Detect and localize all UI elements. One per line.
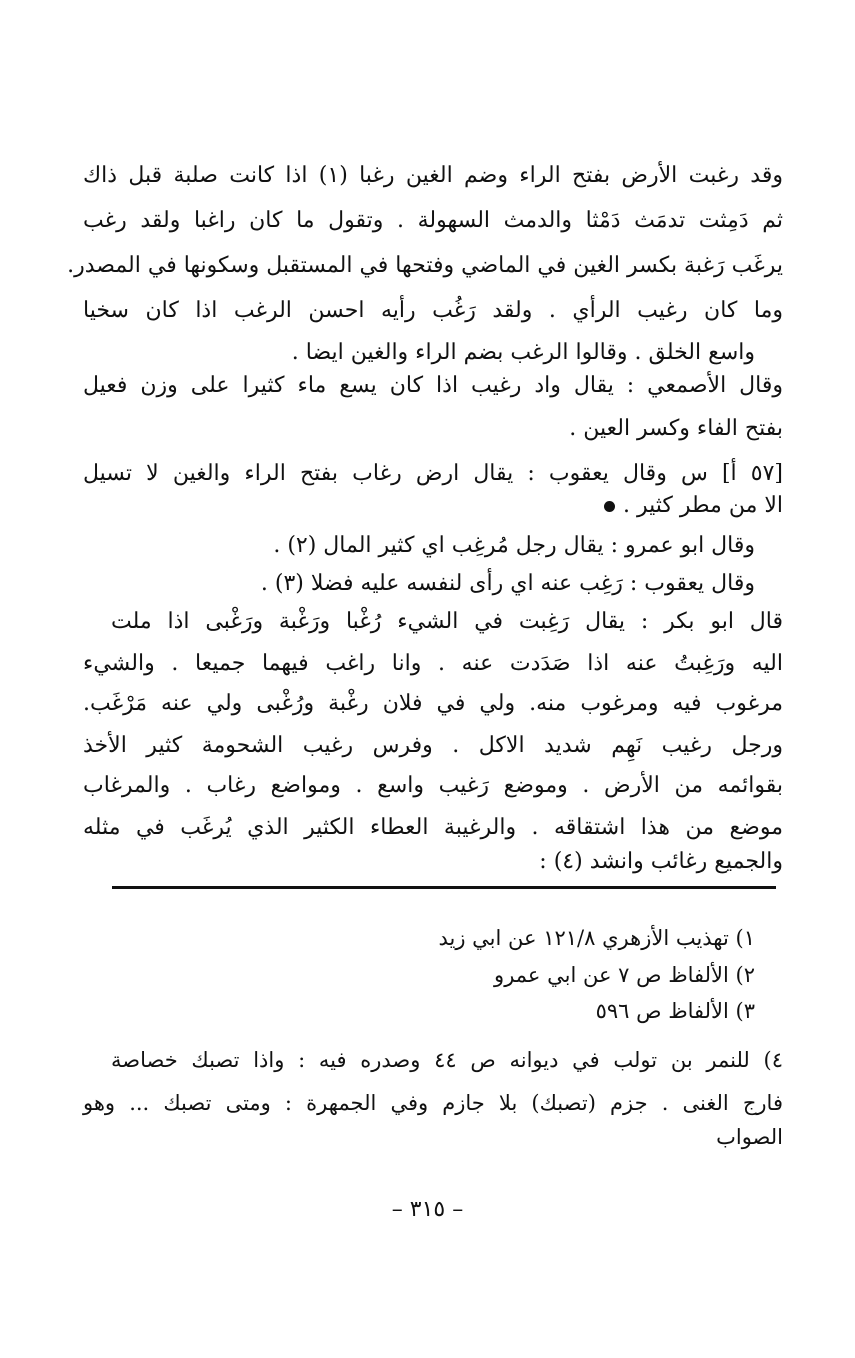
text-line: مرغوب فيه ومرغوب منه. ولي في فلان رغْبة ورُغْبى ولي عنه مَرْغَب. bbox=[83, 691, 783, 716]
text-line: [٥٧ أ] س وقال يعقوب : يقال ارض رغاب بفتح الراء والغين لا تسيل bbox=[83, 461, 783, 486]
text-line: ثم دَمِثت تدمَث دَمْثا والدمث السهولة . وتقول ما كان راغبا ولقد رغب bbox=[83, 208, 783, 233]
text-line: وقال يعقوب : رَغِب عنه اي رأى لنفسه عليه فضلا (٣) . bbox=[260, 571, 755, 596]
footnote-continuation: الصواب bbox=[716, 1125, 783, 1149]
footnote: ٢) الألفاظ ص ٧ عن ابي عمرو bbox=[494, 963, 755, 987]
text-line: اليه ورَغِبتُ عنه اذا صَدَدت عنه . وانا راغب فيهما جميعا . والشيء bbox=[83, 651, 783, 676]
text-line: وما كان رغيب الرأي . ولقد رَغُب رأيه احسن الرغب اذا كان سخيا bbox=[83, 298, 783, 323]
text-line: والجميع رغائب وانشد (٤) : bbox=[539, 849, 783, 874]
text-line: ورجل رغيب نَهِم شديد الاكل . وفرس رغيب الشحومة كثير الأخذ bbox=[83, 733, 783, 758]
footnote-divider bbox=[112, 886, 776, 889]
text-line: بقوائمه من الأرض . وموضع رَغيب واسع . ومواضع رغاب . والمرغاب bbox=[83, 773, 783, 798]
text-line: يرغَب رَغبة بكسر الغين في الماضي وفتحها في المستقبل وسكونها في المصدر. bbox=[67, 253, 783, 278]
footnote: ٣) الألفاظ ص ٥٩٦ bbox=[595, 999, 755, 1023]
page-number: – ٣١٥ – bbox=[391, 1197, 464, 1222]
text-line: وقال ابو عمرو : يقال رجل مُرغِب اي كثير المال (٢) . bbox=[273, 533, 755, 558]
text-line: وقد رغبت الأرض بفتح الراء وضم الغين رغبا (١) اذا كانت صلبة قبل ذاك bbox=[83, 163, 783, 188]
text-line: وقال الأصمعي : يقال واد رغيب اذا كان يسع ماء كثيرا على وزن فعيل bbox=[83, 373, 783, 398]
footnote-continuation: فارج الغنى . جزم (تصبك) بلا جازم وفي الجمهرة : ومتى تصبك ... وهو bbox=[83, 1091, 783, 1115]
footnote: ١) تهذيب الأزهري ١٢١/٨ عن ابي زيد bbox=[438, 926, 755, 950]
text-line: بفتح الفاء وكسر العين . bbox=[569, 416, 783, 441]
footnote: ٤) للنمر بن تولب في ديوانه ص ٤٤ وصدره فيه : واذا تصبك خصاصة bbox=[111, 1048, 783, 1072]
text-line: واسع الخلق . وقالوا الرغب بضم الراء والغين ايضا . bbox=[291, 340, 755, 365]
text-line bbox=[604, 490, 783, 522]
text-line-content: الا من مطر كثير . bbox=[622, 493, 783, 518]
text-line: موضع من هذا اشتقاقه . والرغيبة العطاء الكثير الذي يُرغَب في مثله bbox=[83, 815, 783, 840]
bullet-dot-icon bbox=[604, 501, 615, 512]
text-line: قال ابو بكر : يقال رَغِبت في الشيء رُغْبا ورَغْبة ورَغْبى اذا ملت bbox=[111, 609, 783, 634]
